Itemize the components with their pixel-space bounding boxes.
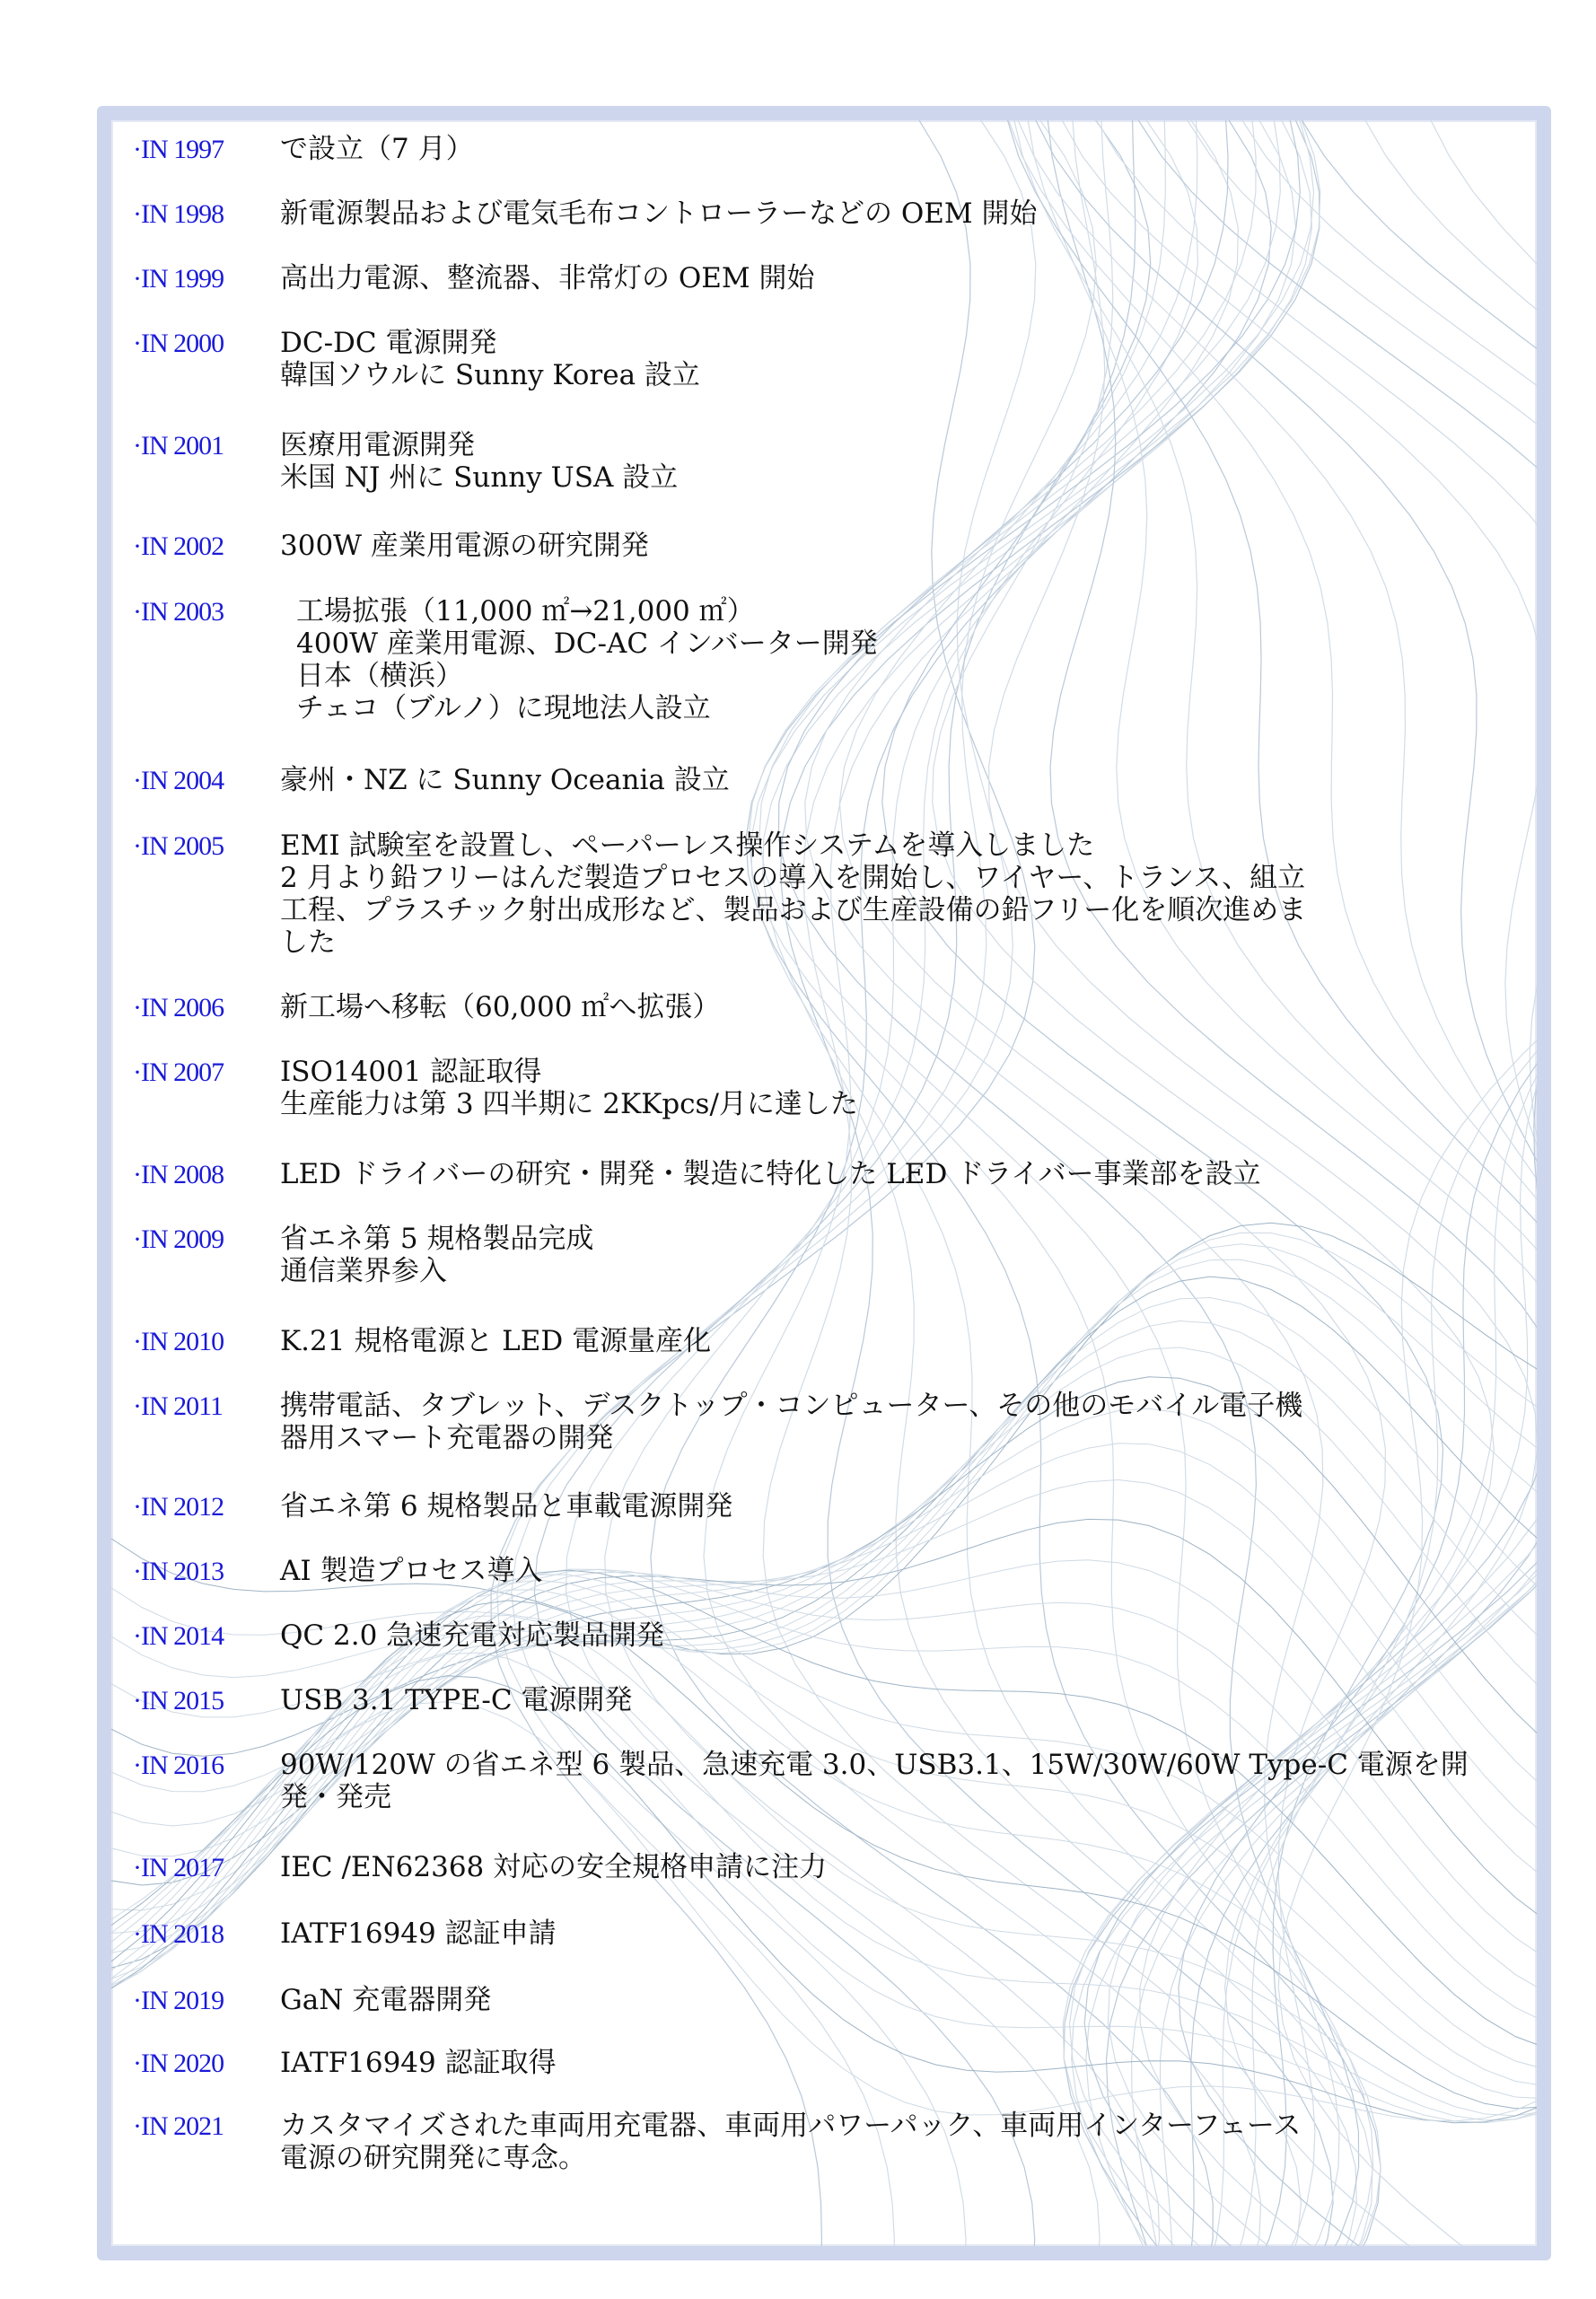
entry-description — [280, 133, 1501, 165]
entry-year: ·IN 2013 — [133, 1557, 224, 1586]
entry-year: ·IN 2012 — [133, 1492, 224, 1522]
entry-description — [280, 1490, 1501, 1522]
entry-text-line: EMI 試験室を設置し、ペーパーレス操作システムを導入しました — [280, 829, 1095, 862]
entry-text-line: した — [280, 926, 336, 959]
entry-text-line: 携帯電話、タブレット、デスクトップ・コンピューター、その他のモバイル電子機 — [280, 1390, 1303, 1422]
entry-year: ·IN 2002 — [133, 531, 224, 561]
entry-description — [280, 1158, 1501, 1190]
entry-description — [280, 1223, 1501, 1287]
entry-text-line: 90W/120W の省エネ型 6 製品、急速充電 3.0、USB3.1、15W/30W/60W Type-C 電源を開 — [280, 1749, 1469, 1781]
entry-text-line: カスタマイズされた車両用充電器、車両用パワーパック、車両用インターフェース — [280, 2110, 1302, 2142]
entry-year: ·IN 2004 — [133, 766, 224, 795]
entry-year: ·IN 2010 — [133, 1327, 224, 1356]
entry-year: ·IN 2007 — [133, 1057, 224, 1087]
entry-description — [280, 327, 1501, 391]
entry-text-line: 300W 産業用電源の研究開発 — [280, 530, 649, 562]
entry-description — [280, 991, 1501, 1023]
entry-year: ·IN 2005 — [133, 831, 224, 861]
entry-description — [280, 1555, 1501, 1587]
entry-text-line: 豪州・NZ に Sunny Oceania 設立 — [280, 764, 730, 796]
entry-year: ·IN 2018 — [133, 1919, 224, 1949]
entry-year: ·IN 2014 — [133, 1621, 224, 1651]
entry-year: ·IN 2011 — [133, 1391, 224, 1421]
entry-text-line: 生産能力は第 3 四半期に 2KKpcs/月に達した — [280, 1088, 858, 1120]
entry-year: ·IN 2008 — [133, 1160, 224, 1189]
entry-description — [280, 2110, 1501, 2174]
entry-text-line: DC-DC 電源開発 — [280, 327, 497, 359]
entry-description — [280, 197, 1501, 230]
entry-year: ·IN 2016 — [133, 1751, 224, 1780]
entry-description — [280, 1684, 1501, 1716]
entry-text-line: 省エネ第 6 規格製品と車載電源開発 — [280, 1490, 733, 1522]
entry-text-line: IATF16949 認証申請 — [280, 1917, 557, 1950]
entry-year: ·IN 2021 — [133, 2111, 224, 2141]
entry-text-line: IEC /EN62368 対応の安全規格申請に注力 — [280, 1851, 828, 1883]
entry-text-line: IATF16949 認証取得 — [280, 2047, 557, 2079]
entry-text-line: 工場拡張（11,000 ㎡→21,000 ㎡） — [296, 595, 755, 627]
entry-year: ·IN 2015 — [133, 1686, 224, 1715]
entry-year: ·IN 2017 — [133, 1853, 224, 1882]
entry-description — [280, 1749, 1501, 1813]
entry-year: ·IN 2019 — [133, 1986, 224, 2015]
entry-text-line: 400W 産業用電源、DC-AC インバーター開発 — [296, 627, 878, 660]
entry-year: ·IN 1999 — [133, 264, 224, 294]
entry-text-line: K.21 規格電源と LED 電源量産化 — [280, 1325, 712, 1357]
entry-year: ·IN 1998 — [133, 199, 224, 229]
entry-year: ·IN 2003 — [133, 597, 224, 627]
entry-year: ·IN 2001 — [133, 431, 224, 461]
entry-description — [280, 1619, 1501, 1652]
entry-description — [296, 595, 1517, 724]
entry-text-line: 工程、プラスチック射出成形など、製品および生産設備の鉛フリー化を順次進めま — [280, 894, 1307, 926]
entry-text-line: 器用スマート充電器の開発 — [280, 1422, 614, 1454]
entry-year: ·IN 2020 — [133, 2049, 224, 2078]
entry-text-line: QC 2.0 急速充電対応製品開発 — [280, 1619, 665, 1652]
entry-year: ·IN 2000 — [133, 329, 224, 358]
entry-description — [280, 764, 1501, 796]
entry-description — [280, 1056, 1501, 1120]
entry-text-line: 新工場へ移転（60,000 ㎡へ拡張） — [280, 991, 721, 1023]
entry-text-line: USB 3.1 TYPE-C 電源開発 — [280, 1684, 633, 1716]
entry-text-line: 米国 NJ 州に Sunny USA 設立 — [280, 461, 679, 494]
entry-text-line: 高出力電源、整流器、非常灯の OEM 開始 — [280, 262, 815, 294]
entry-text-line: 電源の研究開発に専念。 — [280, 2142, 586, 2174]
entry-text-line: AI 製造プロセス導入 — [280, 1555, 543, 1587]
entry-text-line: 韓国ソウルに Sunny Korea 設立 — [280, 359, 700, 391]
entry-description — [280, 1325, 1501, 1357]
entry-text-line: 省エネ第 5 規格製品完成 — [280, 1223, 594, 1255]
entry-text-line: 通信業界参入 — [280, 1255, 447, 1287]
entry-description — [280, 829, 1501, 959]
entry-description — [280, 1851, 1501, 1883]
entry-text-line: チェコ（ブルノ）に現地法人設立 — [296, 692, 711, 724]
entry-text-line: 医療用電源開発 — [280, 429, 475, 461]
entry-text-line: 発・発売 — [280, 1781, 391, 1813]
entry-text-line: ISO14001 認証取得 — [280, 1056, 542, 1088]
entry-description — [280, 1917, 1501, 1950]
entry-description — [280, 1984, 1501, 2016]
entry-text-line: で設立（7 月） — [280, 133, 474, 165]
entry-description — [280, 262, 1501, 294]
entry-description — [280, 530, 1501, 562]
entry-description — [280, 2047, 1501, 2079]
entry-description — [280, 1390, 1501, 1454]
entry-year: ·IN 1997 — [133, 135, 224, 164]
entry-text-line: LED ドライバーの研究・開発・製造に特化した LED ドライバー事業部を設立 — [280, 1158, 1261, 1190]
entry-year: ·IN 2009 — [133, 1224, 224, 1254]
entry-text-line: 新電源製品および電気毛布コントローラーなどの OEM 開始 — [280, 197, 1038, 230]
entry-text-line: 2 月より鉛フリーはんだ製造プロセスの導入を開始し、ワイヤー、トランス、組立 — [280, 862, 1306, 894]
entry-description — [280, 429, 1501, 494]
entry-text-line: 日本（横浜） — [296, 660, 463, 692]
entry-year: ·IN 2006 — [133, 993, 224, 1022]
entry-text-line: GaN 充電器開発 — [280, 1984, 492, 2016]
